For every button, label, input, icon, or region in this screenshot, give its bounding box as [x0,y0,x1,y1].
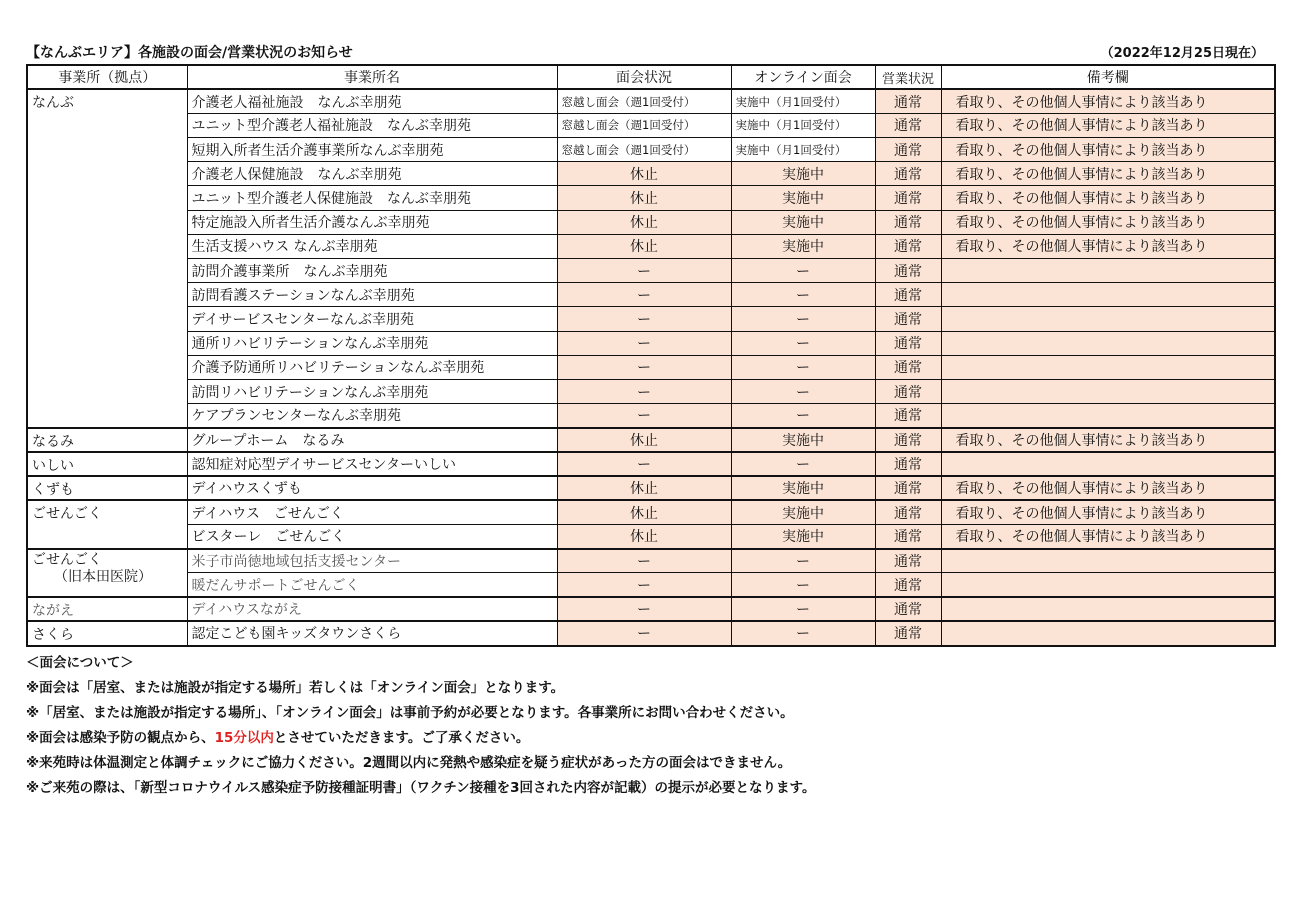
table-row [27,452,1275,476]
online-status: 実施中（月1回受付） [731,113,875,137]
online-status: ー [731,573,875,597]
remarks [941,331,1275,355]
remarks: 看取り、その他個人事情により該当あり [941,428,1275,452]
table-row [27,597,1275,621]
online-status: ー [731,404,875,428]
business-status: 通常 [875,428,941,452]
business-status: 通常 [875,186,941,210]
visit-status: ー [557,573,731,597]
visit-status: 休止 [557,525,731,549]
remarks [941,597,1275,621]
table-row [27,234,1275,258]
table-row [27,210,1275,234]
area-cell: いしい [27,452,187,476]
page-title: 【なんぶエリア】各施設の面会/営業状況のお知らせ [26,45,353,61]
remarks: 看取り、その他個人事情により該当あり [941,234,1275,258]
facility-name: 認知症対応型デイサービスセンターいしい [187,452,557,476]
header [26,42,1274,64]
online-status: ー [731,549,875,573]
table-row [27,186,1275,210]
visit-status: 窓越し面会（週1回受付） [557,138,731,162]
facility-status-table [26,64,1276,647]
facility-name: デイサービスセンターなんぶ幸朋苑 [187,307,557,331]
visit-status: 窓越し面会（週1回受付） [557,89,731,113]
business-status: 通常 [875,355,941,379]
business-status: 通常 [875,162,941,186]
table-row [27,162,1275,186]
business-status: 通常 [875,404,941,428]
facility-name: 暖だんサポートごせんごく [187,573,557,597]
visit-status: 休止 [557,234,731,258]
visit-notes [26,651,1274,801]
note-text: ※面会は感染予防の観点から、 [26,729,215,746]
remarks [941,307,1275,331]
table-row [27,331,1275,355]
business-status: 通常 [875,549,941,573]
online-status: ー [731,307,875,331]
facility-name: ケアプランセンターなんぶ幸朋苑 [187,404,557,428]
online-status: 実施中 [731,476,875,500]
table-row [27,404,1275,428]
online-status: ー [731,597,875,621]
area-cell: くずも [27,476,187,500]
area-cell: なんぶ [27,89,187,428]
online-status: 実施中 [731,500,875,524]
remarks [941,452,1275,476]
business-status: 通常 [875,234,941,258]
notes-heading: ＜面会について＞ [26,654,134,671]
business-status: 通常 [875,283,941,307]
visit-status: 休止 [557,428,731,452]
table-row [27,428,1275,452]
online-status: ー [731,621,875,645]
facility-name: 短期入所者生活介護事業所なんぶ幸朋苑 [187,138,557,162]
online-status: 実施中 [731,234,875,258]
business-status: 通常 [875,525,941,549]
remarks: 看取り、その他個人事情により該当あり [941,186,1275,210]
col-header-remarks: 備考欄 [941,65,1275,89]
facility-name: デイハウス ごせんごく [187,500,557,524]
visit-status: 休止 [557,500,731,524]
facility-name: 特定施設入所者生活介護なんぶ幸朋苑 [187,210,557,234]
online-status: ー [731,355,875,379]
remarks [941,621,1275,645]
remarks: 看取り、その他個人事情により該当あり [941,476,1275,500]
online-status: 実施中（月1回受付） [731,89,875,113]
area-name: ごせんごく [32,551,102,568]
online-status: 実施中 [731,428,875,452]
visit-status: ー [557,597,731,621]
table-row [27,621,1275,645]
remarks: 看取り、その他個人事情により該当あり [941,162,1275,186]
remarks [941,283,1275,307]
business-status: 通常 [875,476,941,500]
remarks [941,573,1275,597]
business-status: 通常 [875,210,941,234]
facility-name: 介護老人福祉施設 なんぶ幸朋苑 [187,89,557,113]
facility-name: デイハウスくずも [187,476,557,500]
remarks [941,355,1275,379]
business-status: 通常 [875,113,941,137]
col-header-online: オンライン面会 [731,65,875,89]
online-status: ー [731,259,875,283]
business-status: 通常 [875,597,941,621]
table-row [27,138,1275,162]
business-status: 通常 [875,452,941,476]
visit-status: 窓越し面会（週1回受付） [557,113,731,137]
facility-name: 訪問介護事業所 なんぶ幸朋苑 [187,259,557,283]
business-status: 通常 [875,138,941,162]
table-row [27,500,1275,524]
visit-status: ー [557,355,731,379]
remarks: 看取り、その他個人事情により該当あり [941,210,1275,234]
facility-name: グループホーム なるみ [187,428,557,452]
remarks [941,379,1275,403]
table-row [27,355,1275,379]
table-row [27,549,1275,573]
remarks: 看取り、その他個人事情により該当あり [941,500,1275,524]
facility-name: 認定こども園キッズタウンさくら [187,621,557,645]
notice-page [26,42,1274,801]
remarks [941,404,1275,428]
visit-status: ー [557,259,731,283]
table-row [27,259,1275,283]
online-status: ー [731,283,875,307]
remarks: 看取り、その他個人事情により該当あり [941,89,1275,113]
table-row [27,525,1275,549]
visit-status: ー [557,379,731,403]
as-of-date: （2022年12月25日現在） [1100,46,1264,61]
facility-name: 生活支援ハウス なんぶ幸朋苑 [187,234,557,258]
online-status: ー [731,452,875,476]
col-header-area: 事業所（拠点） [27,65,187,89]
online-status: ー [731,331,875,355]
online-status: 実施中（月1回受付） [731,138,875,162]
col-header-business: 営業状況 [875,65,941,89]
note-line: ※来苑時は体温測定と体調チェックにご協力ください。2週間以内に発熱や感染症を疑う症状があった方の面会はできません。 [26,754,792,771]
note-line [26,726,1274,751]
visit-status: ー [557,331,731,355]
business-status: 通常 [875,259,941,283]
business-status: 通常 [875,331,941,355]
remarks [941,259,1275,283]
area-cell: ごせんごく [27,500,187,548]
facility-name: 訪問リハビリテーションなんぶ幸朋苑 [187,379,557,403]
facility-name: ユニット型介護老人保健施設 なんぶ幸朋苑 [187,186,557,210]
visit-status: ー [557,549,731,573]
area-cell [27,549,187,597]
col-header-name: 事業所名 [187,65,557,89]
table-row [27,89,1275,113]
table-row [27,307,1275,331]
online-status: 実施中 [731,210,875,234]
visit-status: 休止 [557,186,731,210]
facility-name: 通所リハビリテーションなんぶ幸朋苑 [187,331,557,355]
facility-name: デイハウスながえ [187,597,557,621]
online-status: 実施中 [731,525,875,549]
facility-name: 訪問看護ステーションなんぶ幸朋苑 [187,283,557,307]
note-line: ※ご来苑の際は、「新型コロナウイルス感染症予防接種証明書」（ワクチン接種を3回された内容が記載）の提示が必要となります。 [26,779,816,796]
visit-status: 休止 [557,210,731,234]
facility-name: ユニット型介護老人福祉施設 なんぶ幸朋苑 [187,113,557,137]
business-status: 通常 [875,89,941,113]
visit-status: ー [557,621,731,645]
table-header-row [27,65,1275,89]
remarks: 看取り、その他個人事情により該当あり [941,113,1275,137]
visit-status: ー [557,404,731,428]
remarks [941,549,1275,573]
visit-status: ー [557,452,731,476]
area-cell: なるみ [27,428,187,452]
table-row [27,283,1275,307]
area-subname: （旧本田医院） [54,568,152,585]
note-text: とさせていただきます。ご了承ください。 [273,729,530,746]
facility-name: 介護予防通所リハビリテーションなんぶ幸朋苑 [187,355,557,379]
visit-status: 休止 [557,476,731,500]
col-header-visit: 面会状況 [557,65,731,89]
visit-status: ー [557,307,731,331]
table-row [27,379,1275,403]
business-status: 通常 [875,573,941,597]
visit-status: 休止 [557,162,731,186]
business-status: 通常 [875,500,941,524]
facility-name: 米子市尚徳地域包括支援センター [187,549,557,573]
table-row [27,476,1275,500]
area-cell: ながえ [27,597,187,621]
table-row [27,113,1275,137]
visit-status: ー [557,283,731,307]
time-limit-highlight: 15分以内 [214,729,274,746]
online-status: ー [731,379,875,403]
facility-name: ビスターレ ごせんごく [187,525,557,549]
business-status: 通常 [875,621,941,645]
business-status: 通常 [875,307,941,331]
online-status: 実施中 [731,186,875,210]
remarks: 看取り、その他個人事情により該当あり [941,138,1275,162]
area-cell: さくら [27,621,187,645]
remarks: 看取り、その他個人事情により該当あり [941,525,1275,549]
table-row [27,573,1275,597]
business-status: 通常 [875,379,941,403]
note-line: ※面会は「居室、または施設が指定する場所」若しくは「オンライン面会」となります。 [26,679,565,696]
online-status: 実施中 [731,162,875,186]
facility-name: 介護老人保健施設 なんぶ幸朋苑 [187,162,557,186]
note-line: ※「居室、または施設が指定する場所」、「オンライン面会」は事前予約が必要となります。各事業所にお問い合わせください。 [26,704,794,721]
